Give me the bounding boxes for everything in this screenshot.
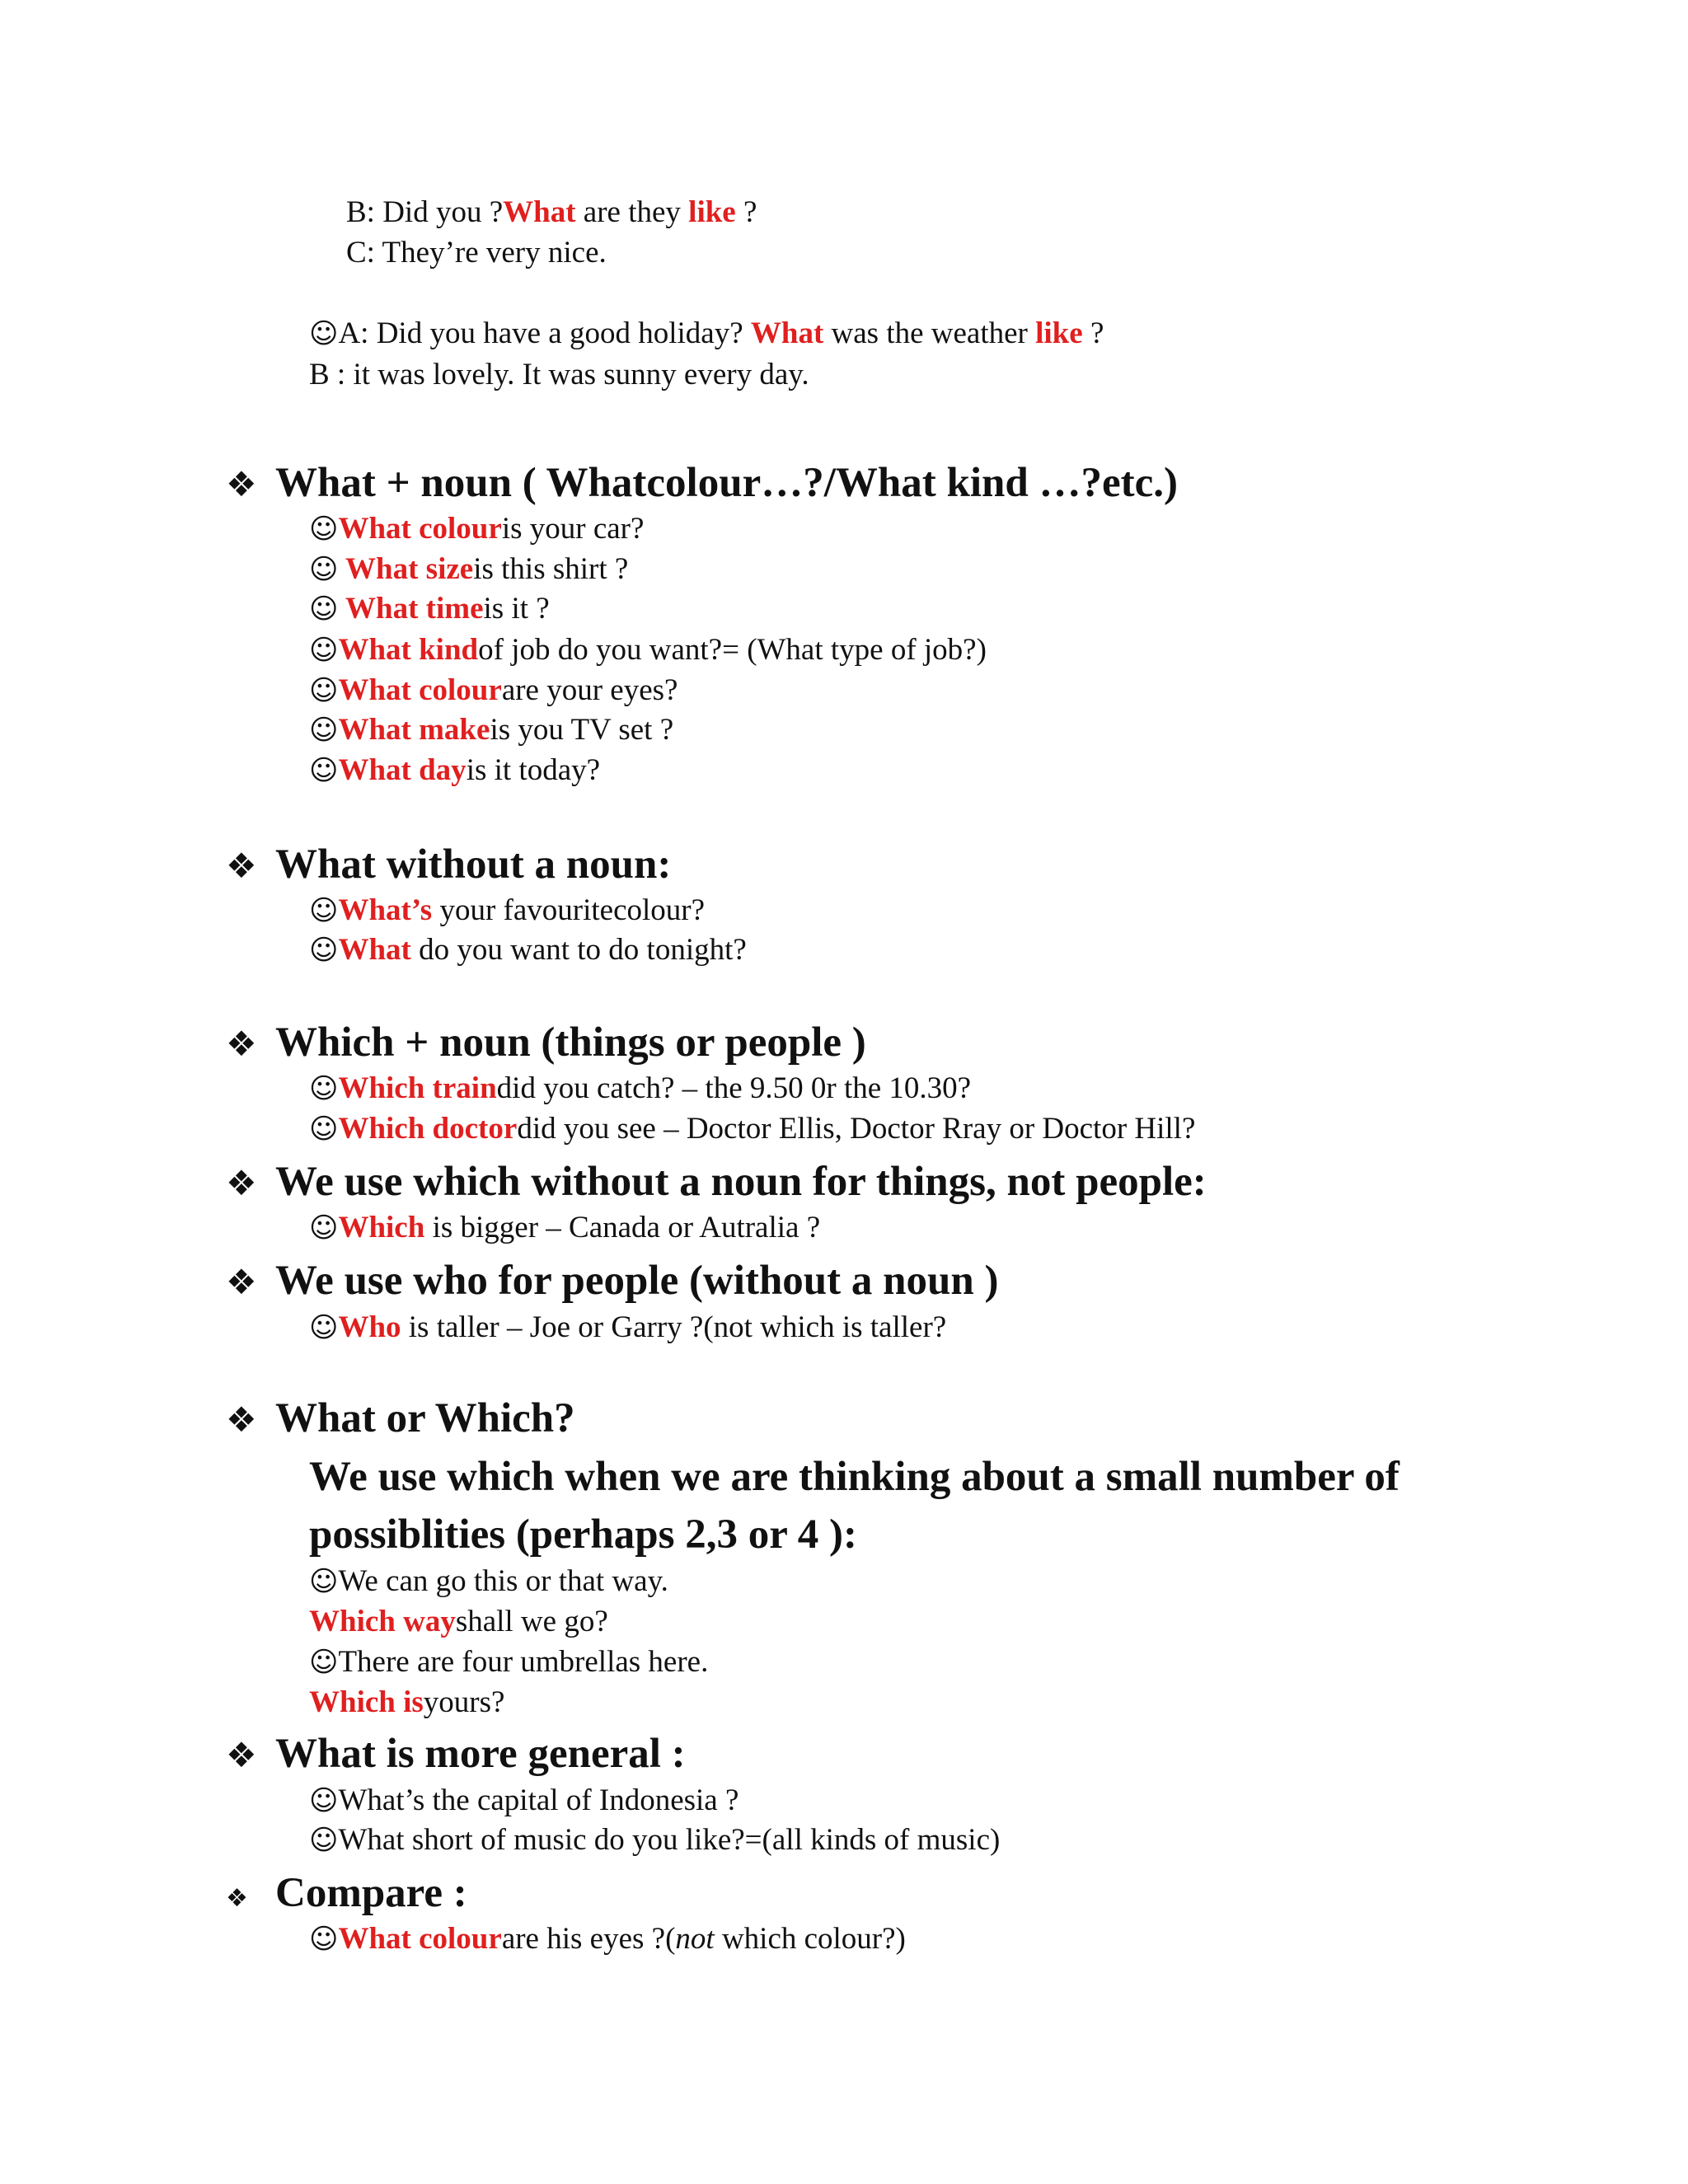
smiley-icon: ☺ <box>309 1072 339 1105</box>
smiley-icon: ☺ <box>309 1824 339 1857</box>
example-line: ☺We can go this or that way. <box>309 1564 668 1598</box>
smiley-icon: ☺ <box>309 634 339 667</box>
dialog-b2-line: B : it was lovely. It was sunny every day. <box>309 358 809 391</box>
heading-who: ❖ We use who for people (without a noun ) <box>226 1256 998 1307</box>
example-line: ☺Which traindid you catch? – the 9.50 0r the 10.30? <box>309 1071 972 1105</box>
heading-what-general: ❖ What is more general : <box>226 1729 686 1780</box>
smiley-icon: ☺ <box>309 934 339 967</box>
example-line: ☺What colouris your car? <box>309 512 645 546</box>
heading-which-without: ❖ We use which without a noun for things, not people: <box>226 1157 1207 1208</box>
heading-what-or-which: ❖ What or Which? <box>226 1394 575 1445</box>
example-line: ☺ What timeis it ? <box>309 592 550 626</box>
dialog-b-line: B: Did you ?What are they like ? <box>346 195 757 229</box>
bullet-icon: ❖ <box>226 1735 257 1775</box>
example-line: ☺What’s your favouritecolour? <box>309 893 706 927</box>
example-line: ☺What kindof job do you want?= (What type of job?) <box>309 633 987 667</box>
example-line: ☺There are four umbrellas here. <box>309 1645 709 1679</box>
example-line: Which wayshall we go? <box>309 1605 608 1638</box>
heading-what-noun: ❖ What + noun ( Whatcolour…?/What kind …?etc.) <box>226 458 1178 509</box>
example-line: Which isyours? <box>309 1685 505 1719</box>
dialog-c-line: C: They’re very nice. <box>346 236 607 269</box>
dialog-a-line: ☺A: Did you have a good holiday? What was the weather like ? <box>309 316 1104 350</box>
smiley-icon: ☺ <box>309 1923 339 1956</box>
heading-what-without: ❖ What without a noun: <box>226 840 671 891</box>
example-line: ☺Which is bigger – Canada or Autralia ? <box>309 1211 821 1244</box>
smiley-icon: ☺ <box>309 674 339 707</box>
bullet-icon: ❖ <box>226 1262 257 1302</box>
subheading-line: possiblities (perhaps 2,3 or 4 ): <box>309 1511 857 1558</box>
example-line: ☺What dayis it today? <box>309 753 601 787</box>
smiley-icon: ☺ <box>309 1113 339 1146</box>
bullet-icon: ❖ <box>226 1399 257 1440</box>
smiley-icon: ☺ <box>309 317 339 350</box>
subheading-line: We use which when we are thinking about a small number of <box>309 1454 1400 1500</box>
example-line: ☺What’s the capital of Indonesia ? <box>309 1783 739 1817</box>
smiley-icon: ☺ <box>309 714 339 747</box>
smiley-icon: ☺ <box>309 754 339 787</box>
heading-which-noun: ❖ Which + noun (things or people ) <box>226 1018 866 1069</box>
bullet-icon: ❖ <box>226 464 257 504</box>
smiley-icon: ☺ <box>309 1311 339 1344</box>
smiley-icon: ☺ <box>309 1212 339 1244</box>
example-line: ☺What makeis you TV set ? <box>309 713 674 747</box>
smiley-icon: ☺ <box>309 553 339 586</box>
bullet-icon: ❖ <box>226 1163 257 1203</box>
smiley-icon: ☺ <box>309 513 339 546</box>
example-line: ☺Who is taller – Joe or Garry ?(not which is taller? <box>309 1310 947 1344</box>
example-line: ☺ What sizeis this shirt ? <box>309 552 629 586</box>
smiley-icon: ☺ <box>309 894 339 927</box>
example-line: ☺What colourare his eyes ?(not which colour?) <box>309 1922 906 1956</box>
smiley-icon: ☺ <box>309 1784 339 1817</box>
heading-compare: ❖ Compare : <box>226 1868 467 1924</box>
example-line: ☺What short of music do you like?=(all kinds of music) <box>309 1823 1001 1857</box>
example-line: ☺What colourare your eyes? <box>309 673 678 707</box>
smiley-icon: ☺ <box>309 593 339 626</box>
bullet-icon: ❖ <box>226 846 257 886</box>
smiley-icon: ☺ <box>309 1646 339 1679</box>
bullet-icon: ❖ <box>226 1024 257 1064</box>
example-line: ☺Which doctordid you see – Doctor Ellis, Doctor Rray or Doctor Hill? <box>309 1112 1196 1146</box>
smiley-icon: ☺ <box>309 1565 339 1598</box>
bullet-icon: ❖ <box>226 1884 248 1913</box>
example-line: ☺What do you want to do tonight? <box>309 933 747 967</box>
